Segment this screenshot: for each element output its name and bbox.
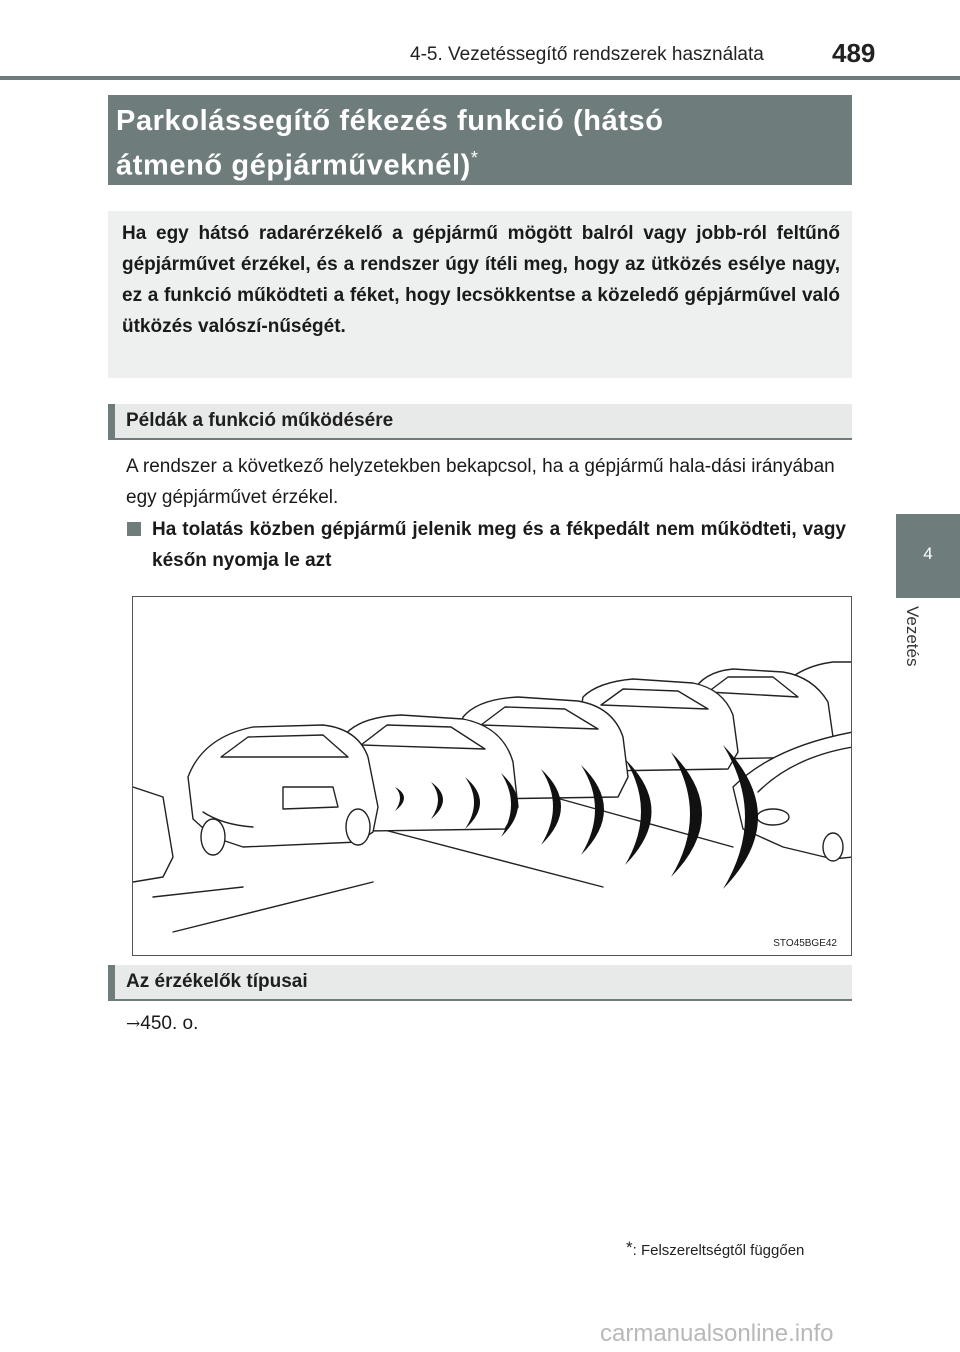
intro-text: Ha egy hátsó radarérzékelő a gépjármű mögött balról vagy jobb-ról feltűnő gépjárművet érzékel, és a rendszer úgy ítéli meg, hogy az ütközés esélye nagy, ez a funkció működteti a féket, hogy lecsökkentse a közeledő gépjárművel való ütközés valószí-nűségét. [122, 223, 840, 337]
bullet-square-icon [127, 522, 141, 536]
footnote [626, 1238, 804, 1259]
subheading-examples-label: Példák a funkció működésére [126, 410, 394, 431]
section-title-band [108, 95, 852, 185]
chapter-tab[interactable] [896, 514, 960, 598]
intro-box [108, 211, 852, 378]
equipment-asterisk-icon: * [470, 148, 479, 168]
page-reference-link[interactable] [126, 1013, 198, 1035]
section-title-line2: átmenő gépjárműveknél) [116, 149, 471, 182]
subheading-sensors-label: Az érzékelők típusai [126, 971, 308, 992]
chapter-name-vertical [902, 606, 926, 686]
running-header-section: 4-5. Vezetéssegítő rendszerek használata [410, 44, 764, 65]
footnote-asterisk-icon: * [626, 1238, 633, 1257]
page-reference-text: 450. o. [140, 1013, 199, 1034]
reference-arrow-icon: → [126, 1014, 141, 1034]
footnote-text: : Felszereltségtől függően [632, 1242, 805, 1259]
chapter-number: 4 [923, 544, 933, 563]
header-rule [0, 76, 960, 80]
chapter-name: Vezetés [903, 606, 922, 667]
subheading-sensors [108, 965, 852, 1001]
parking-illustration [132, 596, 852, 956]
section-title [116, 103, 836, 185]
section-title-line1: Parkolássegítő fékezés funkció (hátsó [116, 105, 664, 137]
examples-body: A rendszer a következő helyzetekben bekapcsol, ha a gépjármű hala-dási irányában egy gépjárművet érzékel. [126, 456, 835, 508]
rear-cross-traffic-scene [133, 597, 852, 956]
figure-code: STO45BGE42 [773, 938, 837, 949]
example-bullet: Ha tolatás közben gépjármű jelenik meg és a fékpedált nem működteti, vagy későn nyomja le azt [152, 519, 846, 571]
subheading-examples [108, 404, 852, 440]
page-number: 489 [832, 38, 876, 68]
watermark: carmanualsonline.info [600, 1320, 834, 1347]
